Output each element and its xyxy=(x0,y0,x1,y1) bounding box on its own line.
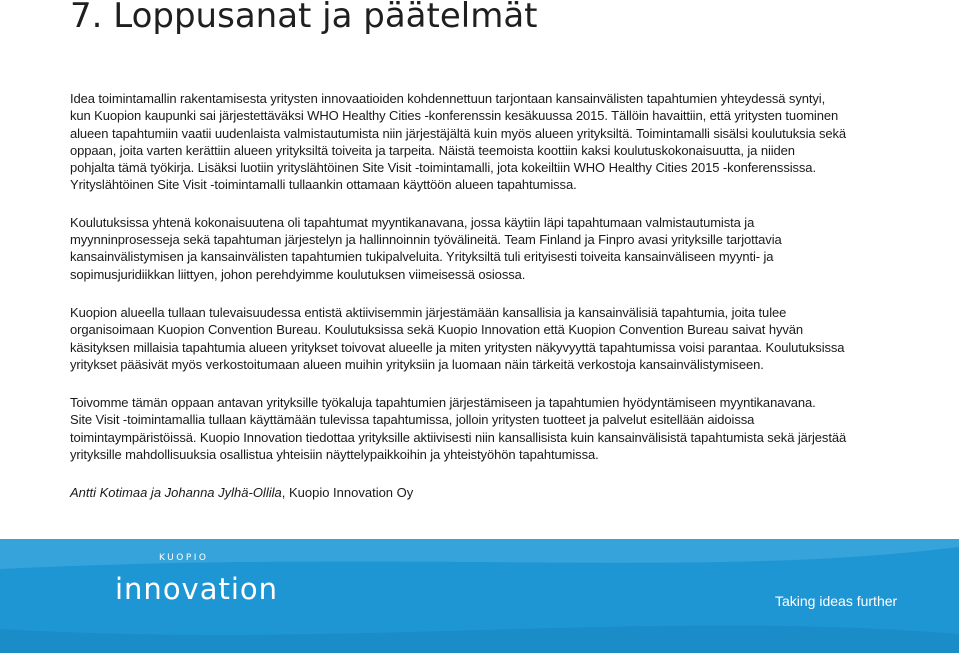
paragraph-line: organisoimaan Kuopion Convention Bureau. Koulutuksissa sekä Kuopio Innovation että Kuopion Convention Bureau saivat hyvän xyxy=(70,322,804,338)
paragraph-line: Yrityslähtöinen Site Visit -toimintamalli tullaankin ottamaan käyttöön alueen tapahtumissa. xyxy=(70,177,577,193)
document-body xyxy=(70,90,900,501)
paragraph-line: yritykset pääsivät myös verkostoitumaan alueen muihin yrityksiin ja luomaan näin tärkeitä verkostoja kansainvälistymiseen. xyxy=(70,356,764,372)
paragraph-line: alueen tapahtumiin vaatii uudenlaista valmistautumista niin järjestäjältä kuin myös alueen yrityksiltä. Toimintamalli sisälsi koulutuksia sekä xyxy=(70,125,847,141)
paragraph-line: Idea toimintamallin rakentamisesta yritysten innovaatioiden kohdennettuun tarjontaan kansainvälisten tapahtumien yhteydessä syntyi, xyxy=(70,91,826,106)
paragraph-trainings xyxy=(70,214,900,283)
paragraph-line: kansainvälistymisen ja kansainvälisten tapahtumien tukipalveluita. Yrityksiltä tuli erityisesti toiveita kansainväliseen myynti- ja xyxy=(70,249,774,265)
footer-tagline: Taking ideas further xyxy=(775,593,898,609)
paragraph-line: oppaan, joita varten kerättiin alueen yrityksiltä toiveita ja tarpeita. Näistä teemoista koottiin kaksi koulutuskokonaisuutta, ja niiden xyxy=(70,142,795,158)
paragraph-line: käsityksen millaisia tapahtumia alueen yritykset toivovat alueelle ja miten yritysten näkyvyyttä tapahtumissa voisi parantaa. Koulutuksissa xyxy=(70,339,845,355)
kuopio-innovation-logo xyxy=(115,553,279,613)
paragraph-line: pohjalta tämä työkirja. Lisäksi luotiin yrityslähtöinen Site Visit -toimintamalli, jota kokeiltiin WHO Healthy Cities 2015 -konferenssissa. xyxy=(70,160,816,176)
paragraph-line: Kuopion alueella tullaan tulevaisuudessa entistä aktiivisemmin järjestämään kansallisia ja kansainvälisiä tapahtumia, joita tulee xyxy=(70,304,787,320)
signature xyxy=(70,484,900,501)
paragraph-line: sopimusjuridiikkan liittyen, johon perehdyimme koulutuksen viimeisessä osiossa. xyxy=(70,266,526,282)
paragraph-line: yrityksille mahdollisuuksia osallistua yhteisiin näyttelypaikkoihin ja yhteistyöhön tapahtumissa. xyxy=(70,447,599,463)
paragraph-line: toimintaympäristöissä. Kuopio Innovation tiedottaa yrityksille aktiivisesti niin kansallisista kuin kansainvälisistä tapahtumista sekä järjestää xyxy=(70,429,847,445)
paragraph-line: Koulutuksissa yhtenä kokonaisuutena oli tapahtumat myyntikanavana, jossa käytiin läpi tapahtumaan valmistautumista ja xyxy=(70,214,755,230)
paragraph-conclusion xyxy=(70,394,900,463)
paragraph-future xyxy=(70,304,900,373)
logo-small-text: KUOPIO xyxy=(159,553,209,563)
paragraph-line: Toivomme tämän oppaan antavan yrityksille työkaluja tapahtumien järjestämiseen ja tapahtumien hyödyntämiseen myyntikanavana. xyxy=(70,395,816,411)
paragraph-line: myynninprosesseja sekä tapahtuman järjestelyn ja hallinnoinnin työvälineitä. Team Finland ja Finpro avasi yrityksille tarjottavia xyxy=(70,232,782,248)
paragraph-line: kun Kuopion kaupunki sai järjestettäväksi WHO Healthy Cities -konferenssin kesäkuussa 2015. Tällöin havaittiin, että yritysten tuominen xyxy=(70,108,839,124)
page-title: 7. Loppusanat ja päätelmät xyxy=(70,0,538,36)
logo-main-text: innovation xyxy=(115,572,279,606)
signature-authors: Antti Kotimaa ja Johanna Jylhä-Ollila xyxy=(70,485,282,501)
paragraph-line: Site Visit -toimintamallia tullaan käyttämään tulevissa tapahtumissa, jolloin yritysten tuotteet ja palvelut esitellään aidoissa xyxy=(70,412,755,428)
paragraph-intro xyxy=(70,90,900,194)
signature-organization: , Kuopio Innovation Oy xyxy=(281,485,414,501)
